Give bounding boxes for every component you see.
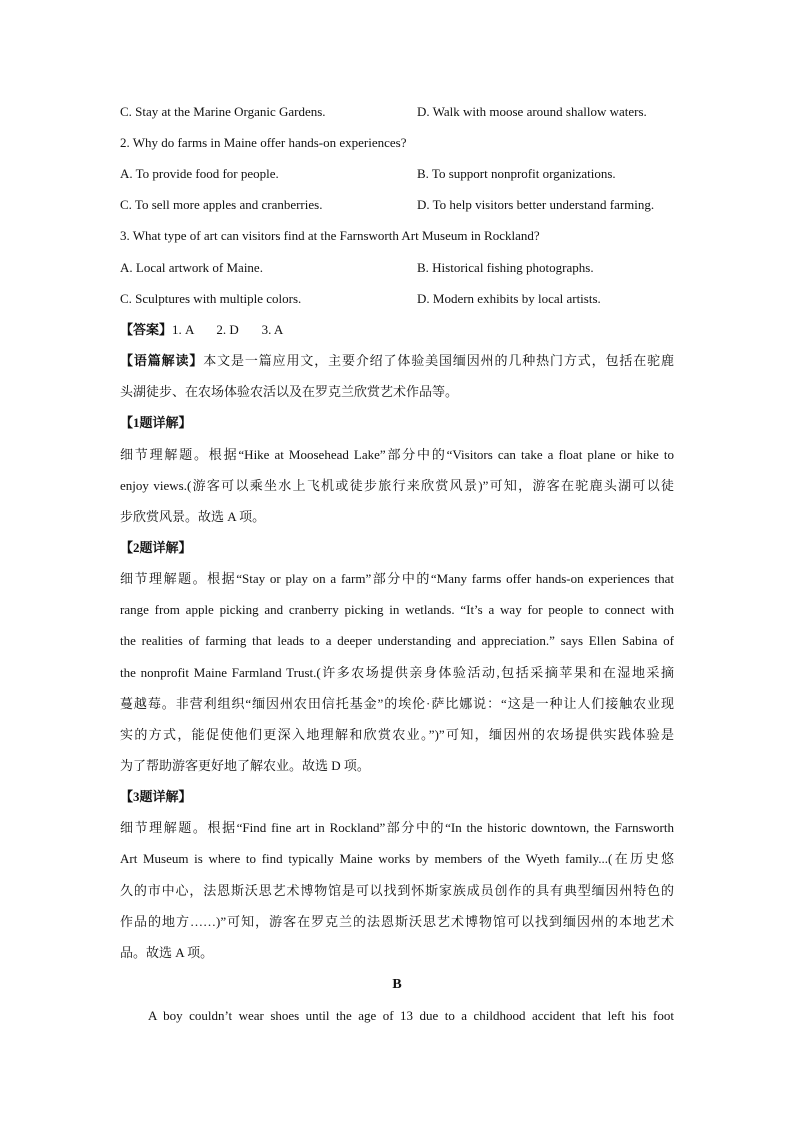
explanation2-heading: 【2题详解】 xyxy=(120,540,192,555)
explanation3-line2: Art Museum is where to find typically Maine works by members of the Wyeth family...(在历史悠 xyxy=(120,851,674,866)
q3-option-c: C. Sculptures with multiple colors. xyxy=(120,291,302,306)
q1-option-c: C. Stay at the Marine Organic Gardens. xyxy=(120,104,326,119)
q3-option-d: D. Modern exhibits by local artists. xyxy=(417,291,601,306)
q1-option-d: D. Walk with moose around shallow waters. xyxy=(417,104,647,119)
explanation2-line5: 蔓越莓。非营利组织“缅因州农田信托基金”的埃伦·萨比娜说：“这是一种让人们接触农业现 xyxy=(120,696,674,711)
section-b-title: B xyxy=(392,977,402,992)
explanation2-line3: the realities of farming that leads to a deeper understanding and appreciation.” says Ellen Sabina of xyxy=(120,633,674,648)
explanation2-line6: 实的方式，能促使他们更深入地理解和欣赏农业。”)”可知，缅因州的农场提供实践体验是 xyxy=(120,727,674,742)
passage-analysis-text: 本文是一篇应用文，主要介绍了体验美国缅因州的几种热门方式，包括在驼鹿 xyxy=(203,353,674,368)
explanation3-line4: 作品的地方……)”可知，游客在罗克兰的法恩斯沃思艺术博物馆可以找到缅因州的本地艺术 xyxy=(120,914,674,929)
section-b-line1: A boy couldn’t wear shoes until the age of 13 due to a childhood accident that left his foot xyxy=(148,1008,674,1023)
explanation3-heading: 【3题详解】 xyxy=(120,789,192,804)
q2-option-a: A. To provide food for people. xyxy=(120,166,279,181)
explanation1-line2: enjoy views.(游客可以乘坐水上飞机或徒步旅行来欣赏风景)”可知，游客在驼鹿头湖可以徒 xyxy=(120,478,674,493)
q3-stem: 3. What type of art can visitors find at the Farnsworth Art Museum in Rockland? xyxy=(120,228,540,243)
explanation2-line2: range from apple picking and cranberry picking in wetlands. “It’s a way for people to connect with xyxy=(120,602,674,617)
answer-text: 1. A 2. D 3. A xyxy=(172,322,284,337)
q3-option-b: B. Historical fishing photographs. xyxy=(417,260,594,275)
explanation1-line3: 步欣赏风景。故选 A 项。 xyxy=(120,509,266,524)
answer-label: 【答案】 xyxy=(120,322,173,337)
q2-option-d: D. To help visitors better understand farming. xyxy=(417,197,655,212)
explanation3-line3: 久的市中心，法恩斯沃思艺术博物馆是可以找到怀斯家族成员创作的具有典型缅因州特色的 xyxy=(120,883,674,898)
q2-stem: 2. Why do farms in Maine offer hands-on experiences? xyxy=(120,135,407,150)
passage-analysis-line1 xyxy=(120,351,674,371)
explanation1-line1: 细节理解题。根据“Hike at Moosehead Lake”部分中的“Visitors can take a float plane or hike to xyxy=(120,447,674,462)
answer-line xyxy=(120,320,283,340)
q3-option-a: A. Local artwork of Maine. xyxy=(120,260,263,275)
passage-analysis-label: 【语篇解读】 xyxy=(120,353,204,368)
q2-option-b: B. To support nonprofit organizations. xyxy=(417,166,616,181)
q2-option-c: C. To sell more apples and cranberries. xyxy=(120,197,323,212)
explanation2-line1: 细节理解题。根据“Stay or play on a farm”部分中的“Many farms offer hands-on experiences that xyxy=(120,571,674,586)
explanation2-line7: 为了帮助游客更好地了解农业。故选 D 项。 xyxy=(120,758,370,773)
explanation3-line5: 品。故选 A 项。 xyxy=(120,945,214,960)
explanation1-heading: 【1题详解】 xyxy=(120,415,192,430)
explanation3-line1: 细节理解题。根据“Find fine art in Rockland”部分中的“In the historic downtown, the Farnsworth xyxy=(120,820,674,835)
explanation2-line4: the nonprofit Maine Farmland Trust.(许多农场提供亲身体验活动,包括采摘苹果和在湿地采摘 xyxy=(120,665,674,680)
passage-analysis-line2: 头湖徒步、在农场体验农活以及在罗克兰欣赏艺术作品等。 xyxy=(120,384,459,399)
